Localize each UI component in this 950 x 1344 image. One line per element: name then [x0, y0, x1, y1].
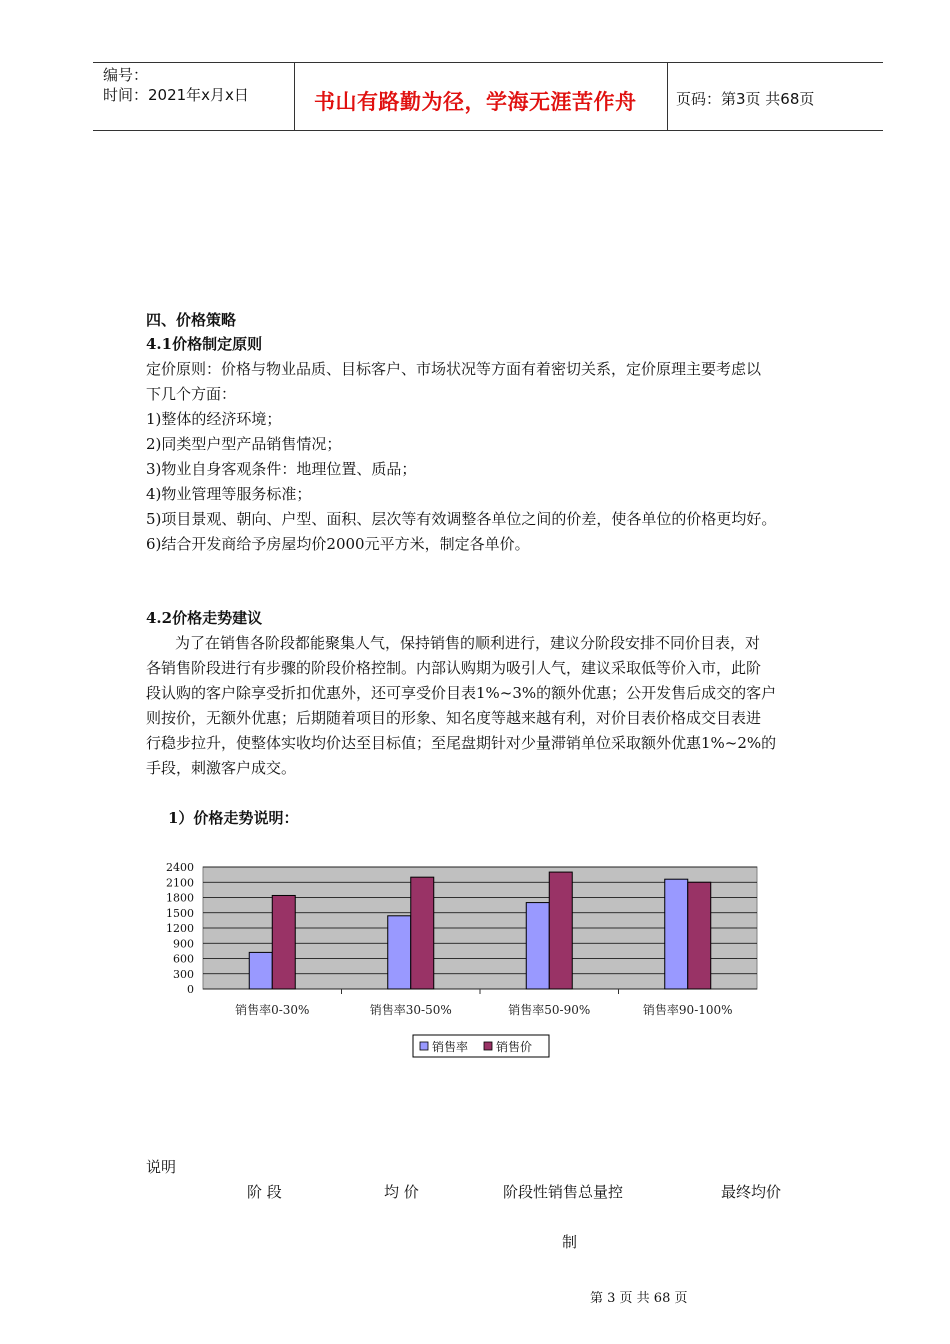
x-tick-label: 销售率0-30% — [235, 1003, 310, 1017]
list-item: 2)同类型户型产品销售情况； — [146, 435, 342, 453]
subsection-title-price-trend: 4.2价格走势建议 — [146, 609, 263, 627]
bar — [665, 879, 688, 989]
list-item: 5)项目景观、朝向、户型、面积、层次等有效调整各单位之间的价差，使各单位的价格更均好。 — [146, 510, 777, 528]
y-tick-label: 1800 — [166, 891, 194, 905]
subsection-title-pricing-principles: 4.1价格制定原则 — [146, 335, 263, 353]
bar — [249, 952, 272, 989]
page-footer: 第 3 页 共 68 页 — [590, 1291, 688, 1306]
column-header-volume-control: 阶段性销售总量控 — [503, 1183, 624, 1201]
column-header-wrap: 制 — [562, 1233, 578, 1251]
header-code-label: 编号： — [103, 66, 149, 84]
list-item: 4)物业管理等服务标准； — [146, 485, 312, 503]
y-tick-label: 2400 — [166, 861, 194, 874]
paragraph-line: 段认购的客户除享受折扣优惠外，还可享受价目表1%~3%的额外优惠；公开发售后成交的客户 — [146, 684, 777, 702]
y-tick-label: 0 — [187, 983, 194, 996]
paragraph-line: 行稳步拉升，使整体实收均价达至目标值；至尾盘期针对少量滞销单位采取额外优惠1%~2%的 — [146, 734, 777, 752]
list-item: 1)整体的经济环境； — [146, 410, 282, 428]
legend-label: 销售价 — [496, 1040, 533, 1054]
header-divider — [294, 62, 295, 130]
x-tick-label: 销售率50-90% — [508, 1003, 591, 1017]
principle-text: 定价原则：价格与物业品质、目标客户、市场状况等方面有着密切关系，定价原理主要考虑以 — [146, 360, 762, 378]
legend-swatch — [420, 1042, 428, 1050]
bar — [411, 877, 434, 989]
x-tick-label: 销售率90-100% — [642, 1003, 733, 1017]
header-bottom-rule — [93, 130, 883, 131]
y-tick-label: 2100 — [166, 876, 194, 890]
column-header-final-price: 最终均价 — [721, 1183, 782, 1201]
price-trend-bar-chart — [150, 855, 790, 1075]
table-caption: 说明 — [146, 1158, 177, 1176]
header-top-rule — [93, 62, 883, 63]
subsection-title-trend-explanation: 1）价格走势说明： — [168, 809, 299, 827]
y-tick-label: 600 — [173, 952, 194, 966]
column-header-stage: 阶 段 — [247, 1183, 282, 1201]
list-item: 3)物业自身客观条件：地理位置、质品； — [146, 460, 417, 478]
legend-label: 销售率 — [432, 1040, 469, 1054]
y-tick-label: 1200 — [166, 922, 194, 935]
principle-text: 下几个方面： — [146, 385, 237, 403]
bar — [688, 882, 711, 989]
paragraph-line: 手段，刺激客户成交。 — [146, 759, 297, 777]
bar — [549, 872, 572, 989]
paragraph-line: 各销售阶段进行有步骤的阶段价格控制。内部认购期为吸引人气，建议采取低等价入市，此阶 — [146, 659, 762, 677]
paragraph-line: 为了在销售各阶段都能聚集人气，保持销售的顺利进行，建议分阶段安排不同价目表，对 — [175, 634, 761, 652]
header-time-label: 时间：2021年x月x日 — [103, 86, 249, 104]
paragraph-line: 则按价，无额外优惠；后期随着项目的形象、知名度等越来越有利，对价目表价格成交目表进 — [146, 709, 762, 727]
header-page-label: 页码：第3页 共68页 — [676, 90, 815, 108]
section-title: 四、价格策略 — [146, 311, 237, 329]
y-tick-label: 900 — [173, 937, 194, 951]
list-item: 6)结合开发商给予房屋均价2000元平方米，制定各单价。 — [146, 535, 530, 553]
bar — [272, 895, 295, 989]
header-motto: 书山有路勤为径，学海无涯苦作舟 — [314, 90, 637, 114]
legend-swatch — [484, 1042, 492, 1050]
y-tick-label: 1500 — [166, 906, 194, 920]
bar — [526, 903, 549, 989]
bar — [388, 916, 411, 989]
x-tick-label: 销售率30-50% — [369, 1003, 452, 1017]
header-divider — [667, 62, 668, 130]
column-header-avg-price: 均 价 — [384, 1183, 419, 1201]
y-tick-label: 300 — [173, 967, 194, 981]
